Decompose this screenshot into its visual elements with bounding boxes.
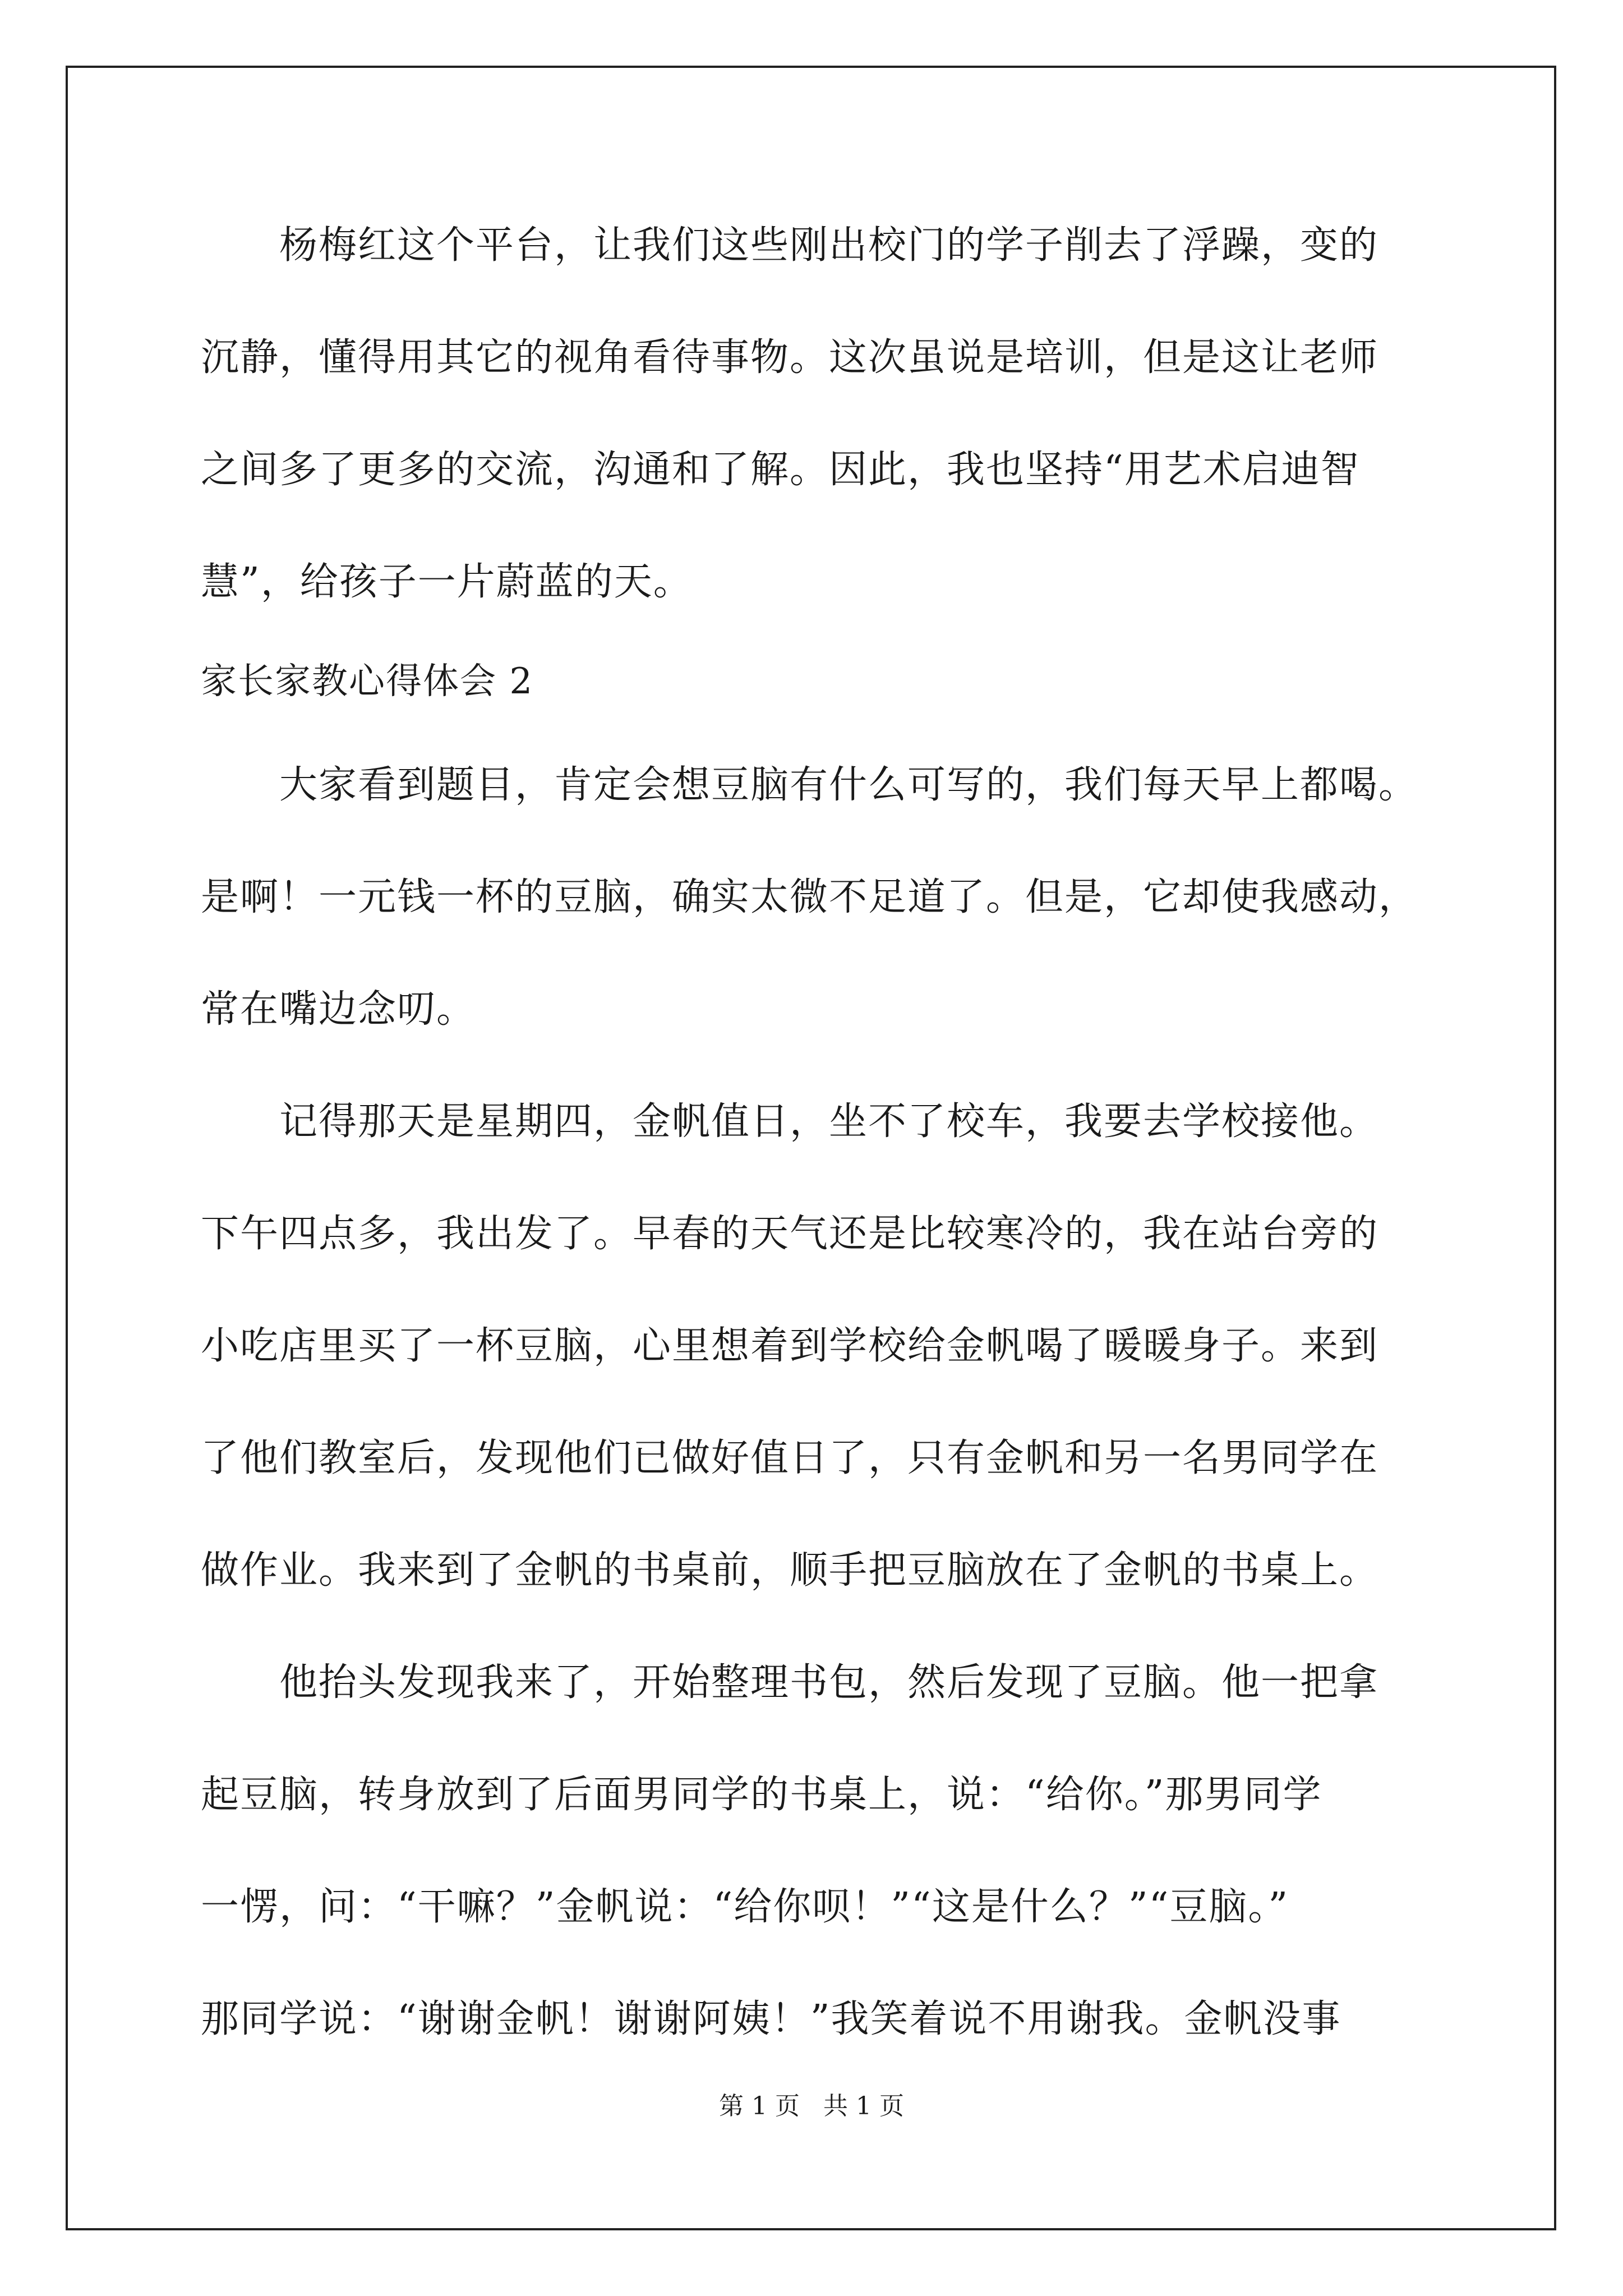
section-heading: 家长家教心得体会 2	[201, 661, 534, 702]
paragraph-line: 常在嘴边念叨。	[201, 987, 476, 1032]
paragraph-line: 一愣，问：“干嘛？”金帆说：“给你呗！”“这是什么？”“豆脑。”	[201, 1885, 1289, 1929]
paragraph-line: 沉静，懂得用其它的视角看待事物。这次虽说是培训，但是这让老师	[201, 335, 1379, 380]
paragraph-line: 起豆脑，转身放到了后面男同学的书桌上，说：“给你。”那男同学	[201, 1773, 1322, 1817]
paragraph-line: 了他们教室后，发现他们已做好值日了，只有金帆和另一名男同学在	[201, 1436, 1379, 1480]
paragraph-line: 做作业。我来到了金帆的书桌前，顺手把豆脑放在了金帆的书桌上。	[201, 1548, 1379, 1593]
paragraph-line: 之间多了更多的交流，沟通和了解。因此，我也坚持“用艺术启迪智	[201, 448, 1360, 492]
paragraph-line: 杨梅红这个平台，让我们这些刚出校门的学子削去了浮躁，变的	[201, 223, 1379, 268]
paragraph-line: 是啊！一元钱一杯的豆脑，确实太微不足道了。但是，它却使我感动，	[201, 875, 1418, 919]
paragraph-line: 他抬头发现我来了，开始整理书包，然后发现了豆脑。他一把拿	[201, 1660, 1379, 1705]
paragraph-line: 大家看到题目，肯定会想豆脑有什么可写的，我们每天早上都喝。	[201, 763, 1418, 807]
paragraph-line: 小吃店里买了一杯豆脑，心里想着到学校给金帆喝了暖暖身子。来到	[201, 1324, 1379, 1368]
paragraph-line: 那同学说：“谢谢金帆！谢谢阿姨！”我笑着说不用谢我。金帆没事	[201, 1997, 1341, 2041]
paragraph-line: 慧”，给孩子一片蔚蓝的天。	[201, 560, 693, 604]
paragraph-line: 记得那天是星期四，金帆值日，坐不了校车，我要去学校接他。	[201, 1099, 1379, 1144]
page-footer: 第 1 页 共 1 页	[719, 2092, 904, 2120]
paragraph-line: 下午四点多，我出发了。早春的天气还是比较寒冷的，我在站台旁的	[201, 1212, 1379, 1256]
